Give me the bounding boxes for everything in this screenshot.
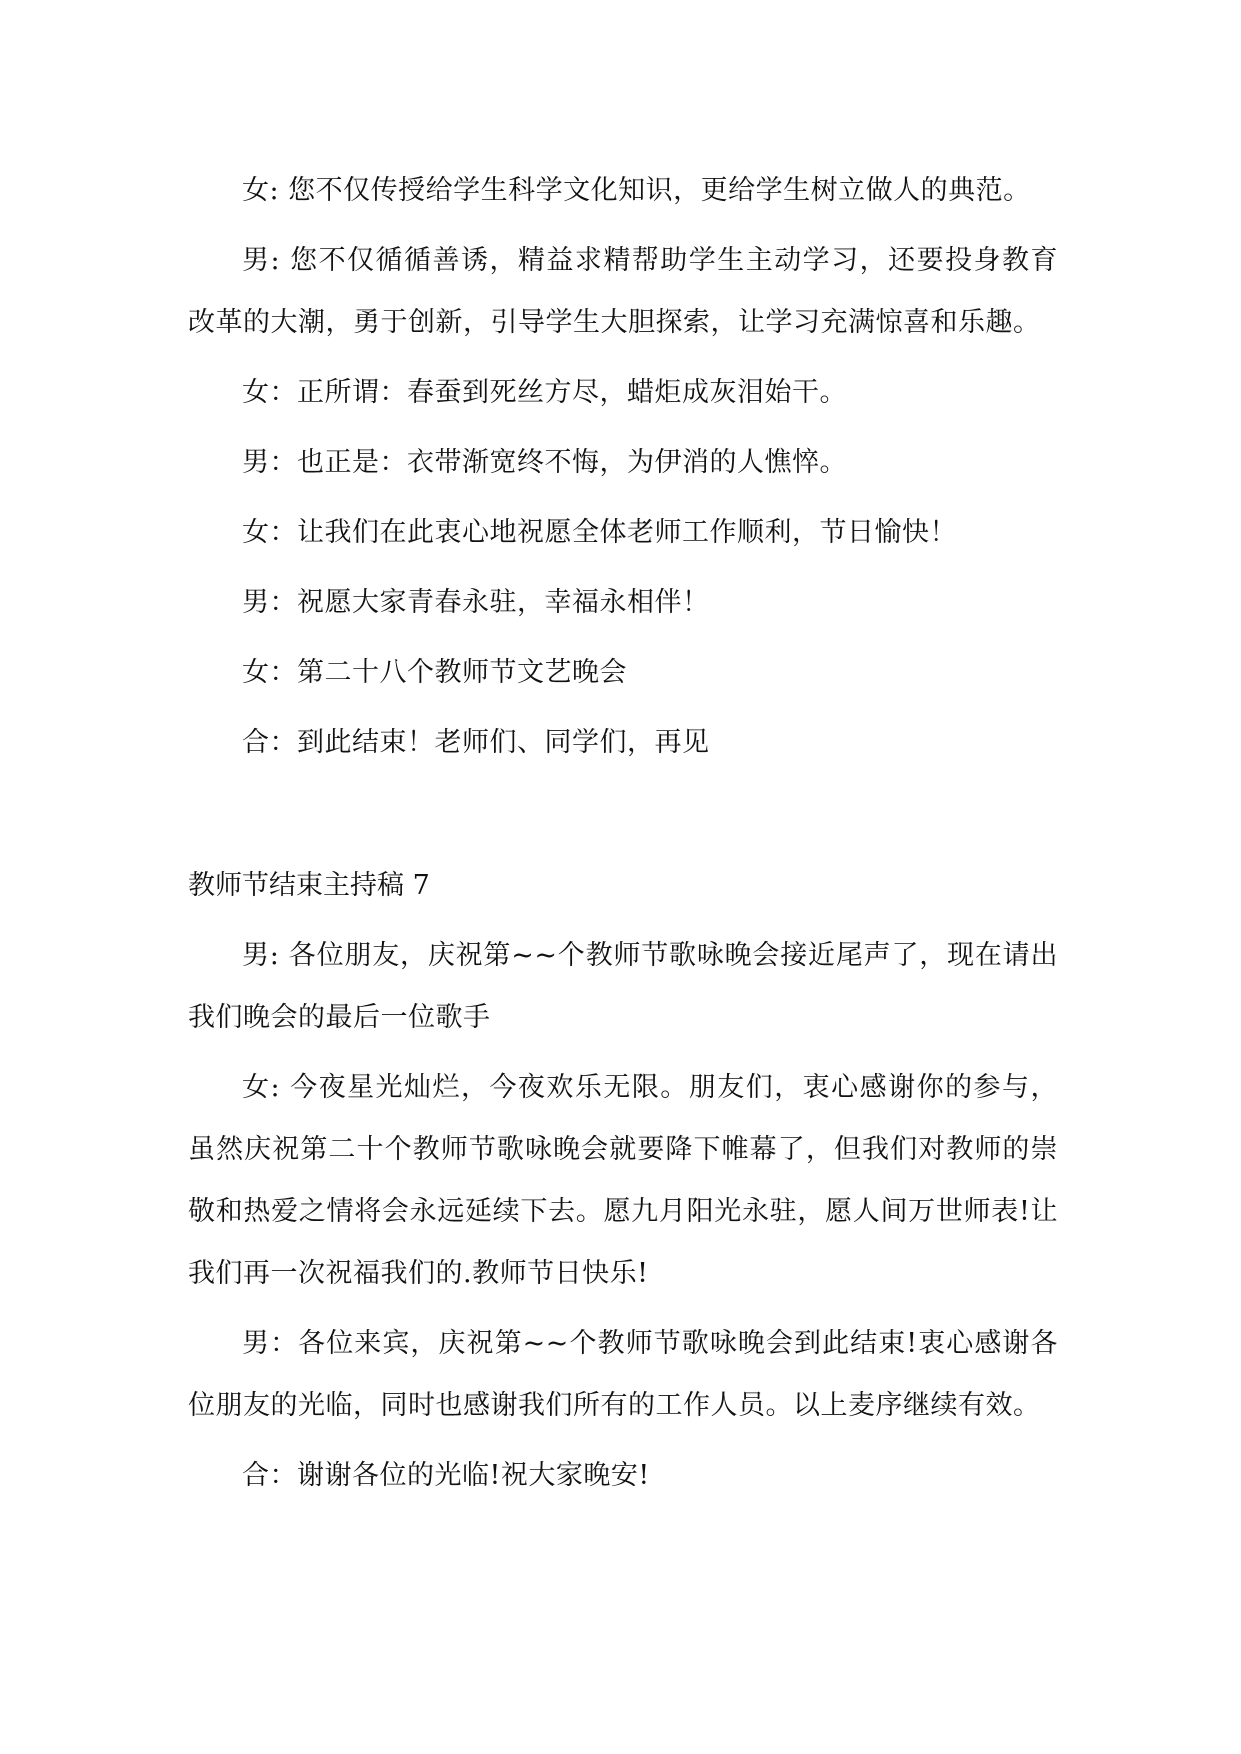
paragraph: 合：谢谢各位的光临!祝大家晚安!: [242, 1460, 650, 1491]
paragraph: 女：第二十八个教师节文艺晚会: [242, 657, 627, 688]
script-section-7: [188, 855, 1058, 1515]
paragraph: 女：让我们在此衷心地祝愿全体老师工作顺利，节日愉快！: [242, 517, 957, 548]
paragraph: 男：各位来宾，庆祝第~~个教师节歌咏晚会到此结束!衷心感谢各位朋友的光临，同时也感谢我们所有的工作人员。以上麦序继续有效。: [188, 1328, 1058, 1421]
paragraph: 男：也正是：衣带渐宽终不悔，为伊消的人憔悴。: [242, 447, 847, 478]
script-section-closing: [188, 160, 1058, 782]
paragraph: 男: 您不仅循循善诱，精益求精帮助学生主动学习，还要投身教育改革的大潮，勇于创新，引导学生大胆探索，让学习充满惊喜和乐趣。: [188, 245, 1058, 338]
paragraph: 男: 各位朋友，庆祝第~~个教师节歌咏晚会接近尾声了，现在请出我们晚会的最后一位歌手: [188, 940, 1058, 1033]
paragraph: 女: 您不仅传授给学生科学文化知识，更给学生树立做人的典范。: [242, 175, 1031, 206]
paragraph: 女：正所谓：春蚕到死丝方尽，蜡炬成灰泪始干。: [242, 377, 847, 408]
paragraph: 女: 今夜星光灿烂，今夜欢乐无限。朋友们，衷心感谢你的参与，虽然庆祝第二十个教师节歌咏晚会就要降下帷幕了，但我们对教师的崇敬和热爱之情将会永远延续下去。愿九月阳光永驻，愿人间万世师表!让我们再一次祝福我们的.教师节日快乐!: [188, 1072, 1058, 1289]
paragraph: 男：祝愿大家青春永驻，幸福永相伴！: [242, 587, 710, 618]
section-title: 教师节结束主持稿 7: [188, 870, 430, 901]
paragraph: 合：到此结束！老师们、同学们，再见: [242, 727, 710, 758]
